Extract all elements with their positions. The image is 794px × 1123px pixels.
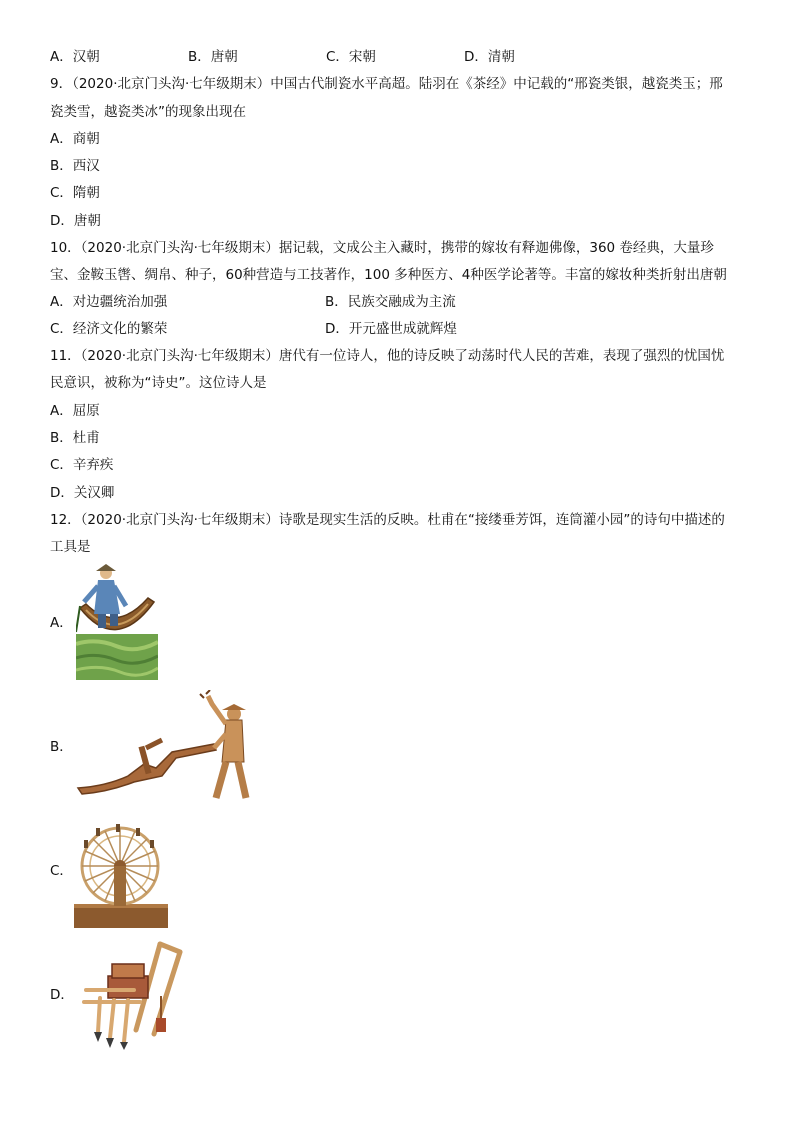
q12-option-a-image xyxy=(76,562,158,680)
q12-option-c-label: C． xyxy=(50,863,73,879)
q9-option-b: B．西汉 xyxy=(50,158,100,174)
q11-stem-line1: 11．（2020·北京门头沟·七年级期末）唐代有一位诗人，他的诗反映了动荡时代人民的苦难，表现了强烈的忧国忧 xyxy=(50,348,725,364)
q11-option-c: C．辛弃疾 xyxy=(50,457,114,473)
q12-option-d-label: D． xyxy=(50,987,74,1003)
q10-option-d: D．开元盛世成就辉煌 xyxy=(325,321,457,337)
q10-options-row1 xyxy=(50,292,600,312)
q8-option-b: B．唐朝 xyxy=(188,49,238,65)
q9-option-c: C．隋朝 xyxy=(50,185,100,201)
q8-option-c: C．宋朝 xyxy=(326,49,376,65)
q10-option-b: B．民族交融成为主流 xyxy=(325,294,456,310)
q12-stem-line2: 工具是 xyxy=(50,539,91,555)
q11-stem-line2: 民意识，被称为“诗史”。这位诗人是 xyxy=(50,375,267,391)
q10-option-c: C．经济文化的繁荣 xyxy=(50,321,168,337)
q8-option-d: D．清朝 xyxy=(464,49,515,65)
q9-stem-line2: 瓷类雪，越瓷类冰”的现象出现在 xyxy=(50,104,246,120)
q12-option-d-image xyxy=(76,938,188,1050)
q12-option-c-image xyxy=(74,822,168,928)
q12-option-b-label: B． xyxy=(50,739,73,755)
q8-option-a: A．汉朝 xyxy=(50,49,100,65)
q12-option-b-image xyxy=(76,690,252,802)
q8-options xyxy=(50,47,602,67)
q9-stem-line1: 9．（2020·北京门头沟·七年级期末）中国古代制瓷水平高超。陆羽在《茶经》中记载的“邢瓷类银，越瓷类玉；邢 xyxy=(50,76,723,92)
q12-option-a-label: A． xyxy=(50,615,73,631)
q10-stem-line2: 宝、金鞍玉辔、绸帛、种子，60种营造与工技著作，100 多种医方、4种医学论著等。丰富的嫁妆种类折射出唐朝 xyxy=(50,267,727,283)
q11-option-d: D．关汉卿 xyxy=(50,485,115,501)
q10-stem-line1: 10．（2020·北京门头沟·七年级期末）据记载，文成公主入藏时，携带的嫁妆有释迦佛像，360 卷经典，大量珍 xyxy=(50,240,714,256)
q9-option-a: A．商朝 xyxy=(50,131,100,147)
q11-option-b: B．杜甫 xyxy=(50,430,100,446)
q9-option-d: D．唐朝 xyxy=(50,213,101,229)
q11-option-a: A．屈原 xyxy=(50,403,100,419)
q10-options-row2 xyxy=(50,319,600,339)
q12-stem-line1: 12．（2020·北京门头沟·七年级期末）诗歌是现实生活的反映。杜甫在“接缕垂芳饵，连筒灌小园”的诗句中描述的 xyxy=(50,512,725,528)
q10-option-a: A．对边疆统治加强 xyxy=(50,294,168,310)
